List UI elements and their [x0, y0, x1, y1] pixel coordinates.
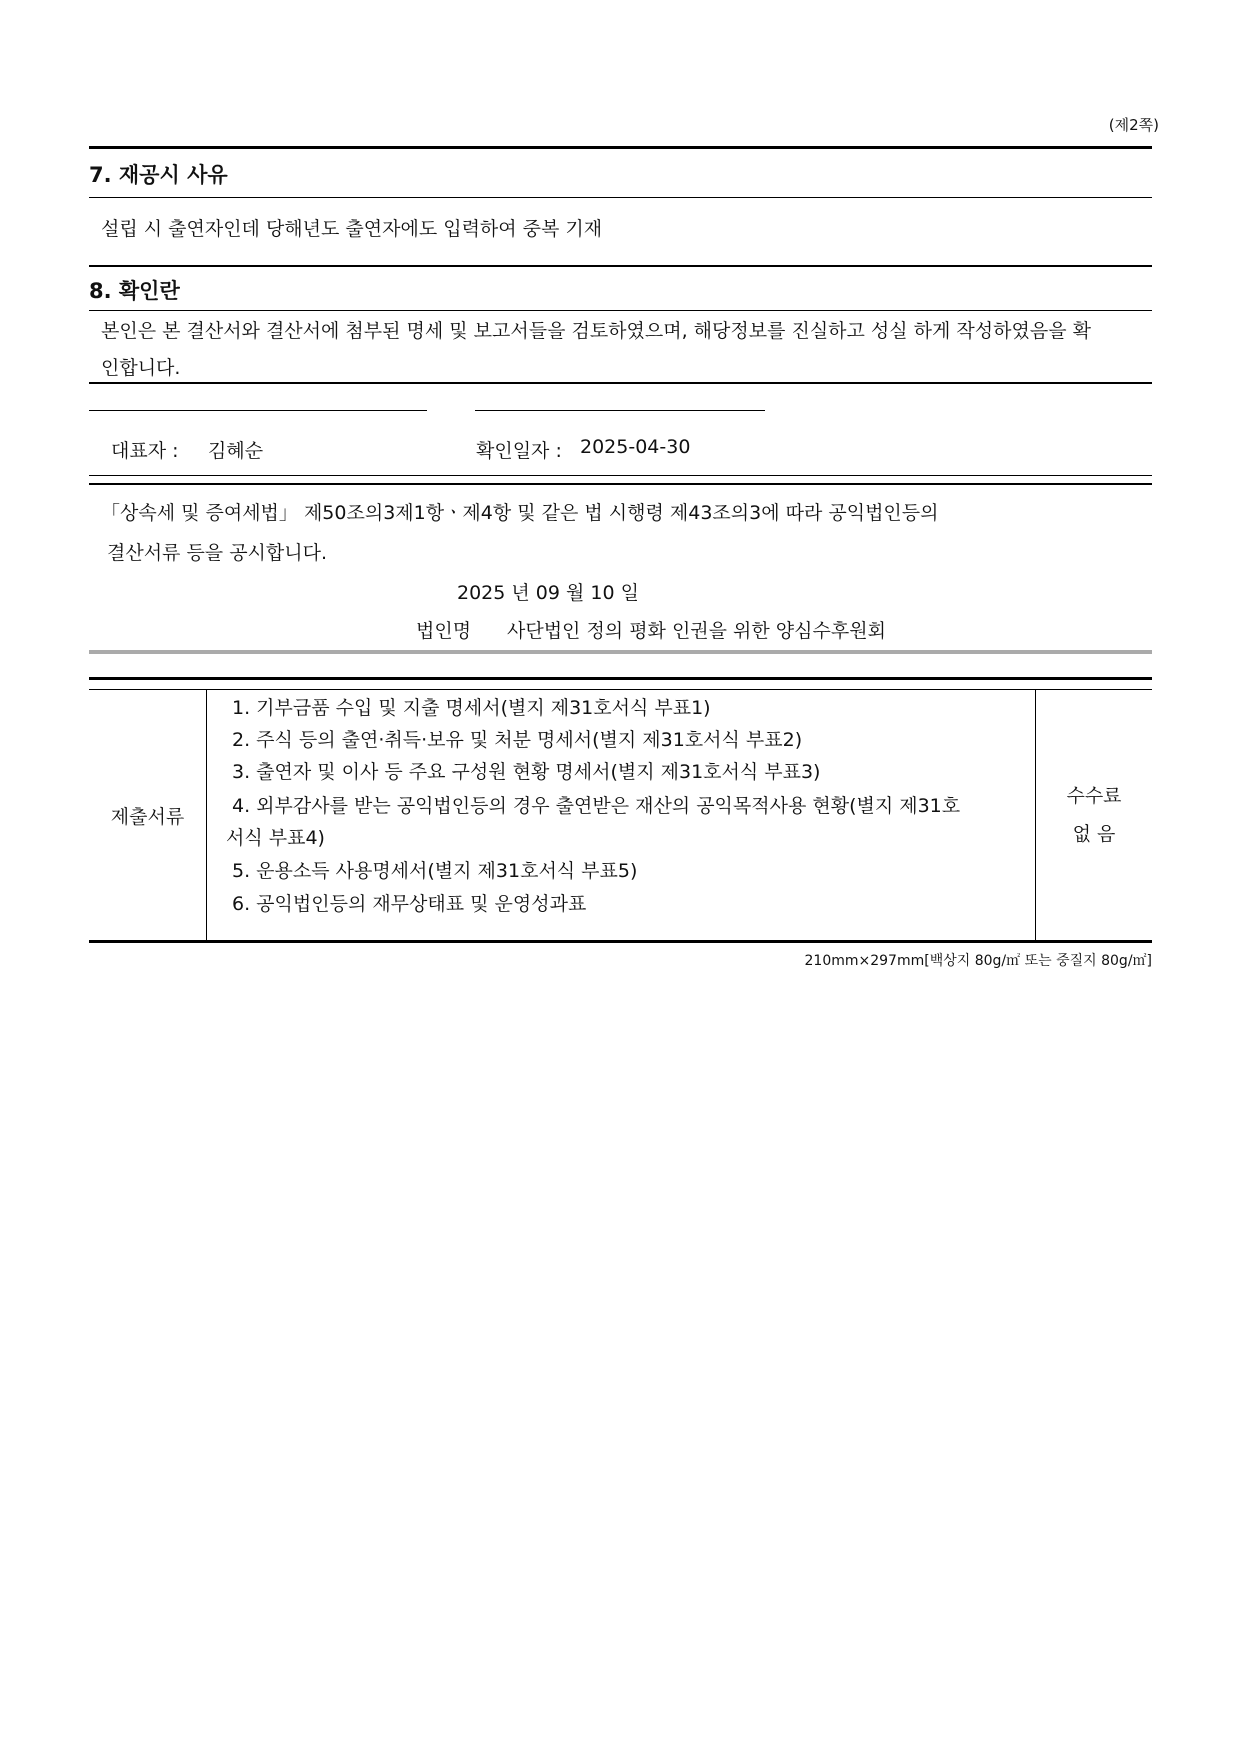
representative-label: 대표자 : — [111, 440, 179, 462]
divider-gray — [89, 650, 1152, 654]
submission-item: 3. 출연자 및 이사 등 주요 구성원 현황 명세서(별지 제31호서식 부표3) — [232, 761, 821, 783]
notice-line2: 결산서류 등을 공시합니다. — [107, 542, 328, 564]
notice-line1: 「상속세 및 증여세법」 제50조의3제1항ㆍ제4항 및 같은 법 시행령 제43조의3에 따라 공익법인등의 — [101, 502, 939, 524]
section8-title: 8. 확인란 — [89, 279, 180, 303]
divider — [89, 197, 1152, 198]
divider — [89, 475, 1152, 476]
table-bottom-rule — [89, 940, 1152, 943]
fee-value: 없 음 — [1072, 823, 1116, 845]
divider — [89, 382, 1152, 384]
page-number: (제2쪽) — [1108, 116, 1159, 134]
fee-cell — [1036, 690, 1152, 940]
confirm-date-label: 확인일자 : — [476, 440, 562, 462]
representative-name: 김혜순 — [208, 440, 264, 462]
corp-name: 사단법인 정의 평화 인권을 위한 양심수후원회 — [507, 620, 886, 642]
signature-line — [89, 410, 427, 411]
divider — [89, 265, 1152, 267]
submission-item: 1. 기부금품 수입 및 지출 명세서(별지 제31호서식 부표1) — [232, 697, 711, 719]
divider — [89, 483, 1152, 485]
submission-item: 4. 외부감사를 받는 공익법인등의 경우 출연받은 재산의 공익목적사용 현황(별지 제31호 — [232, 795, 961, 817]
paper-spec: 210mm×297mm[백상지 80g/㎡ 또는 중질지 80g/㎡] — [804, 953, 1152, 969]
confirmation-statement-line1: 본인은 본 결산서와 결산서에 첨부된 명세 및 보고서들을 검토하였으며, 해당정보를 진실하고 성실 하게 작성하였음을 확 — [101, 320, 1091, 342]
table-top-rule — [89, 677, 1152, 680]
divider — [89, 310, 1152, 311]
submission-item: 6. 공익법인등의 재무상태표 및 운영성과표 — [232, 893, 587, 915]
notice-date: 2025 년 09 월 10 일 — [457, 582, 639, 604]
submission-item: 서식 부표4) — [226, 827, 325, 849]
top-rule — [89, 146, 1152, 149]
confirm-date: 2025-04-30 — [580, 436, 691, 458]
date-line — [475, 410, 765, 411]
column-divider — [206, 690, 207, 940]
submission-table — [89, 690, 1152, 940]
submission-label: 제출서류 — [110, 805, 185, 828]
section7-content: 설립 시 출연자인데 당해년도 출연자에도 입력하여 중복 기재 — [101, 218, 603, 240]
confirmation-statement-line2: 인합니다. — [101, 357, 181, 379]
submission-item: 5. 운용소득 사용명세서(별지 제31호서식 부표5) — [232, 860, 638, 882]
fee-label: 수수료 — [1066, 785, 1122, 807]
corp-name-label: 법인명 — [416, 620, 472, 642]
submission-item: 2. 주식 등의 출연·취득·보유 및 처분 명세서(별지 제31호서식 부표2) — [232, 729, 803, 751]
section7-title: 7. 재공시 사유 — [89, 163, 228, 187]
